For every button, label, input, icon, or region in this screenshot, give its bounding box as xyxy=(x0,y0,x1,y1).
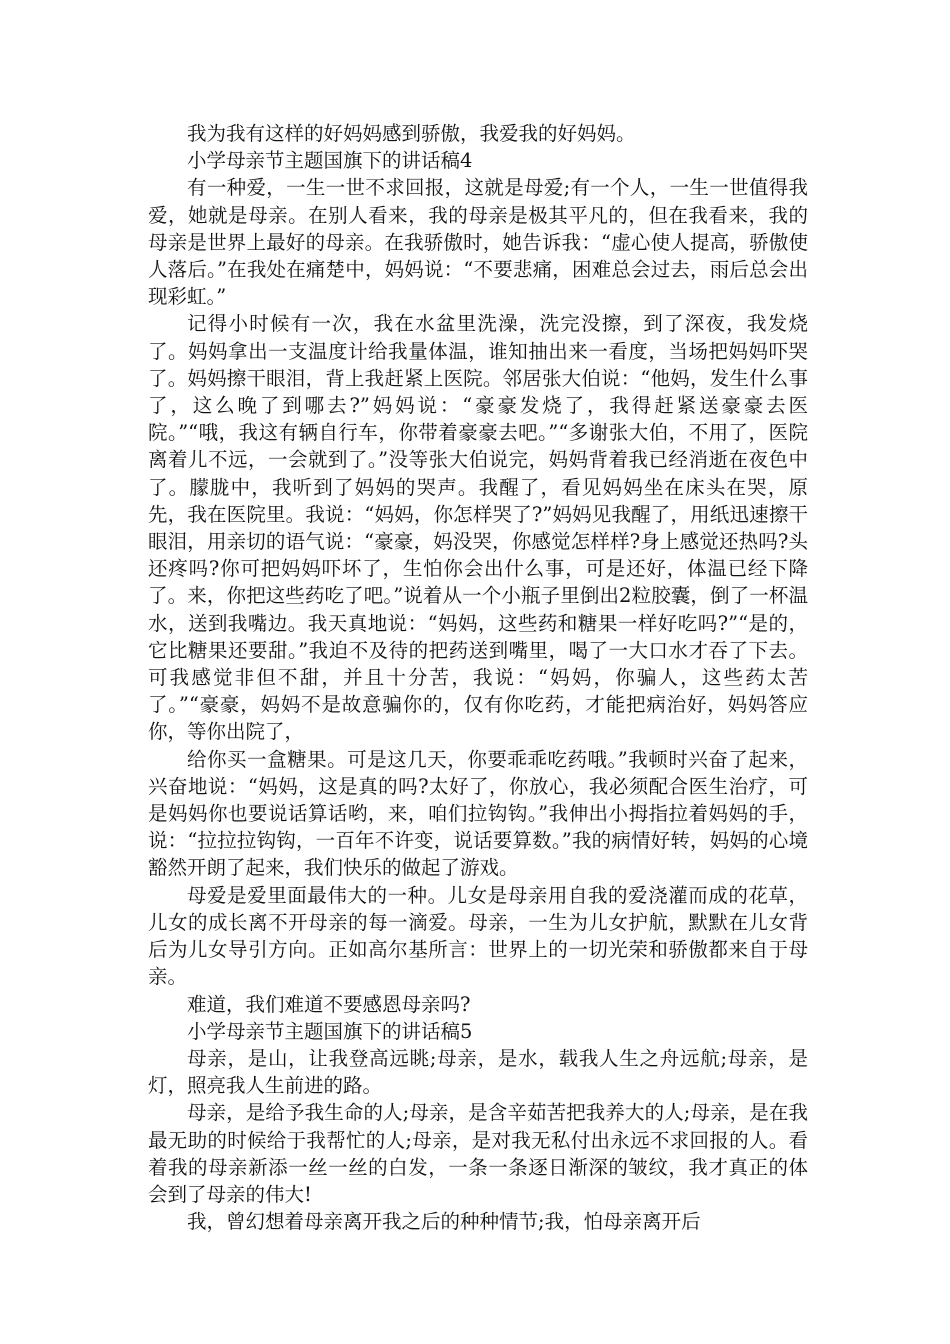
paragraph: 母爱是爱里面最伟大的一种。儿女是母亲用自我的爱浇灌而成的花草，儿女的成长离不开母亲的每一滴爱。母亲，一生为儿女护航，默默在儿女背后为儿女导引方向。正如高尔基所言：世界上的一切光荣和骄傲都来自于母亲。 xyxy=(148,883,808,989)
section-heading-4: 小学母亲节主题国旗下的讲话稿4 xyxy=(187,149,473,173)
paragraph-closing-line: 我为我有这样的好妈妈感到骄傲，我爱我的好妈妈。 xyxy=(187,122,636,145)
section-heading-5: 小学母亲节主题国旗下的讲话稿5 xyxy=(187,1019,473,1043)
paragraph: 母亲，是给予我生命的人;母亲，是含辛茹苦把我养大的人;母亲，是在我最无助的时候给于我帮忙的人;母亲，是对我无私付出永远不求回报的人。看着我的母亲新添一丝一丝的白发，一条一条逐日渐深的皱纹，我才真正的体会到了母亲的伟大! xyxy=(148,1101,808,1206)
paragraph: 给你买一盒糖果。可是这几天，你要乖乖吃药哦。”我顿时兴奋了起来，兴奋地说：“妈妈，这是真的吗?太好了，你放心，我必须配合医生治疗，可是妈妈你也要说话算话哟，来，咱们拉钩钩。”我伸出小拇指拉着妈妈的手，说：“拉拉拉钩钩，一百年不许变，说话要算数。”我的病情好转，妈妈的心境豁然开朗了起来，我们快乐的做起了游戏。 xyxy=(148,747,808,880)
paragraph: 难道，我们难道不要感恩母亲吗? xyxy=(187,992,471,1016)
paragraph: 记得小时候有一次，我在水盆里洗澡，洗完没擦，到了深夜，我发烧了。妈妈拿出一支温度计给我量体温，谁知抽出来一看度，当场把妈妈吓哭了。妈妈擦干眼泪，背上我赶紧上医院。邻居张大伯说：“他妈，发生什么事了，这么晚了到哪去?”妈妈说：“豪豪发烧了，我得赶紧送豪豪去医院。”“哦，我这有辆自行车，你带着豪豪去吧。”“多谢张大伯，不用了，医院离着儿不远，一会就到了。”没等张大伯说完，妈妈背着我已经消逝在夜色中了。朦胧中，我听到了妈妈的哭声。我醒了，看见妈妈坐在床头在哭，原先，我在医院里。我说：“妈妈，你怎样哭了?”妈妈见我醒了，用纸迅速擦干眼泪，用亲切的语气说：“豪豪，妈没哭，你感觉怎样样?身上感觉还热吗?头还疼吗?你可把妈妈吓坏了，生怕你会出什么事，可是还好，体温已经下降了。来，你把这些药吃了吧。”说着从一个小瓶子里倒出2粒胶囊，倒了一杯温水，送到我嘴边。我天真地说：“妈妈，这些药和糖果一样好吃吗?”“是的，它比糖果还要甜。”我迫不及待的把药送到嘴里，喝了一大口水才吞了下去。可我感觉非但不甜，并且十分苦，我说：“妈妈，你骗人，这些药太苦了。”“豪豪，妈妈不是故意骗你的，仅有你吃药，才能把病治好，妈妈答应你，等你出院了， xyxy=(148,312,808,744)
paragraph: 母亲，是山，让我登高远眺;母亲，是水，载我人生之舟远航;母亲，是灯，照亮我人生前进的路。 xyxy=(148,1046,808,1098)
paragraph: 有一种爱，一生一世不求回报，这就是母爱;有一个人，一生一世值得我爱，她就是母亲。在别人看来，我的母亲是极其平凡的，但在我看来，我的母亲是世界上最好的母亲。在我骄傲时，她告诉我：“虚心使人提高，骄傲使人落后。”在我处在痛楚中，妈妈说：“不要悲痛，困难总会过去，雨后总会出现彩虹。” xyxy=(148,176,808,309)
paragraph: 我，曾幻想着母亲离开我之后的种种情节;我，怕母亲离开后 xyxy=(187,1210,701,1234)
document-body xyxy=(148,120,808,1235)
